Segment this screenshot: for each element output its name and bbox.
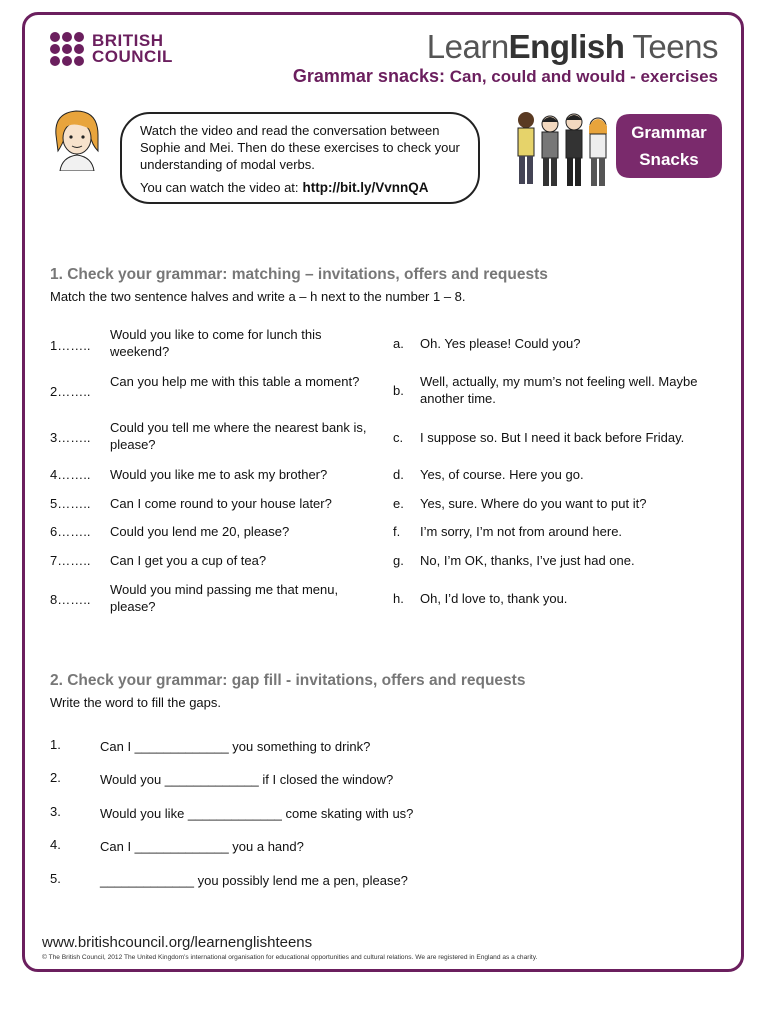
video-link[interactable]: http://bit.ly/VvnnQA [302, 180, 429, 195]
match-question: Would you mind passing me that menu, please? [110, 582, 339, 614]
match-question: Can I get you a cup of tea? [110, 553, 267, 568]
match-number[interactable]: 5…….. [50, 496, 91, 511]
match-answer: Yes, of course. Here you go. [420, 467, 584, 482]
match-row [0, 523, 770, 543]
gap-fill-number: 5. [50, 871, 61, 886]
match-letter: d. [393, 467, 404, 482]
title-prefix: Grammar snacks: [292, 66, 445, 86]
british-council-logo [50, 32, 173, 66]
section2-title: 2. Check your grammar: gap fill - invitations, offers and requests [50, 672, 526, 689]
match-answer: Oh, I’d love to, thank you. [420, 591, 568, 606]
match-number[interactable]: 3…….. [50, 430, 91, 445]
section1-title: 1. Check your grammar: matching – invitations, offers and requests [50, 266, 548, 283]
match-row [0, 495, 770, 515]
match-row [0, 466, 770, 486]
match-number[interactable]: 2…….. [50, 384, 91, 399]
match-question: Could you lend me 20, please? [110, 524, 290, 539]
gap-fill-number: 4. [50, 837, 61, 852]
match-question: Would you like to come for lunch this weekend? [110, 327, 322, 359]
grammar-snacks-illustration [508, 106, 723, 192]
match-number[interactable]: 7…….. [50, 553, 91, 568]
gap-fill-sentence[interactable]: Can I _____________ you a hand? [100, 839, 304, 854]
match-question: Can I come round to your house later? [110, 496, 332, 511]
match-row [0, 581, 770, 621]
match-letter: f. [393, 524, 401, 539]
match-number[interactable]: 8…….. [50, 592, 91, 607]
logo-dots-icon [50, 32, 84, 66]
intro-video-label: You can watch the video at: [140, 180, 299, 195]
gap-fill-number: 3. [50, 804, 61, 819]
section1-instruction: Match the two sentence halves and write a – h next to the number 1 – 8. [50, 289, 466, 304]
page-title [293, 66, 718, 87]
match-letter: h. [393, 591, 404, 606]
match-answer: Oh. Yes please! Could you? [420, 336, 581, 351]
match-number[interactable]: 6…….. [50, 524, 91, 539]
match-answer: No, I’m OK, thanks, I’ve just had one. [420, 553, 635, 568]
logo-line-1: BRITISH [92, 31, 164, 50]
match-letter: b. [393, 383, 404, 398]
section2-instruction: Write the word to fill the gaps. [50, 695, 222, 710]
match-number[interactable]: 1…….. [50, 338, 91, 353]
match-row [0, 326, 770, 366]
gap-fill-number: 1. [50, 737, 61, 752]
match-answer: I’m sorry, I’m not from around here. [420, 524, 623, 539]
title-rest: Can, could and would - exercises [444, 67, 718, 86]
match-question: Could you tell me where the nearest bank is, please? [110, 420, 367, 452]
gap-fill-sentence[interactable]: Can I _____________ you something to drink? [100, 739, 371, 754]
footer-website-link[interactable]: www.britishcouncil.org/learnenglishteens [42, 934, 313, 951]
footer-copyright: © The British Council, 2012 The United Kingdom’s international organisation for educational opportunities and cultural relations. We are registered in England as a charity. [42, 954, 538, 961]
brand-english: English [508, 28, 625, 65]
badge-snacks: Snacks [639, 150, 699, 169]
match-question: Would you like me to ask my brother? [110, 467, 328, 482]
match-question: Can you help me with this table a moment? [110, 374, 360, 389]
learnenglish-teens-logo [427, 28, 718, 66]
match-row [0, 373, 770, 413]
match-answer: Well, actually, my mum’s not feeling well. Maybe another time. [420, 374, 698, 406]
gap-fill-number: 2. [50, 770, 61, 785]
match-answer: Yes, sure. Where do you want to put it? [420, 496, 647, 511]
match-letter: e. [393, 496, 404, 511]
sophie-avatar [48, 105, 108, 171]
brand-learn: Learn [426, 28, 509, 65]
gap-fill-sentence[interactable]: Would you _____________ if I closed the window? [100, 772, 394, 787]
match-row [0, 419, 770, 459]
brand-teens: Teens [624, 28, 718, 65]
intro-text: Watch the video and read the conversation between Sophie and Mei. Then do these exercises to check your understanding of modal verbs. [140, 123, 460, 172]
match-row [0, 552, 770, 572]
badge-grammar: Grammar [631, 123, 707, 142]
match-answer: I suppose so. But I need it back before Friday. [420, 430, 685, 445]
match-number[interactable]: 4…….. [50, 467, 91, 482]
gap-fill-sentence[interactable]: _____________ you possibly lend me a pen, please? [100, 873, 408, 888]
match-letter: c. [393, 430, 404, 445]
intro-speech-bubble [120, 112, 480, 204]
characters-illustration [518, 112, 607, 186]
match-letter: a. [393, 336, 404, 351]
gap-fill-sentence[interactable]: Would you like _____________ come skating with us? [100, 806, 414, 821]
logo-line-2: COUNCIL [92, 47, 173, 66]
match-letter: g. [393, 553, 404, 568]
